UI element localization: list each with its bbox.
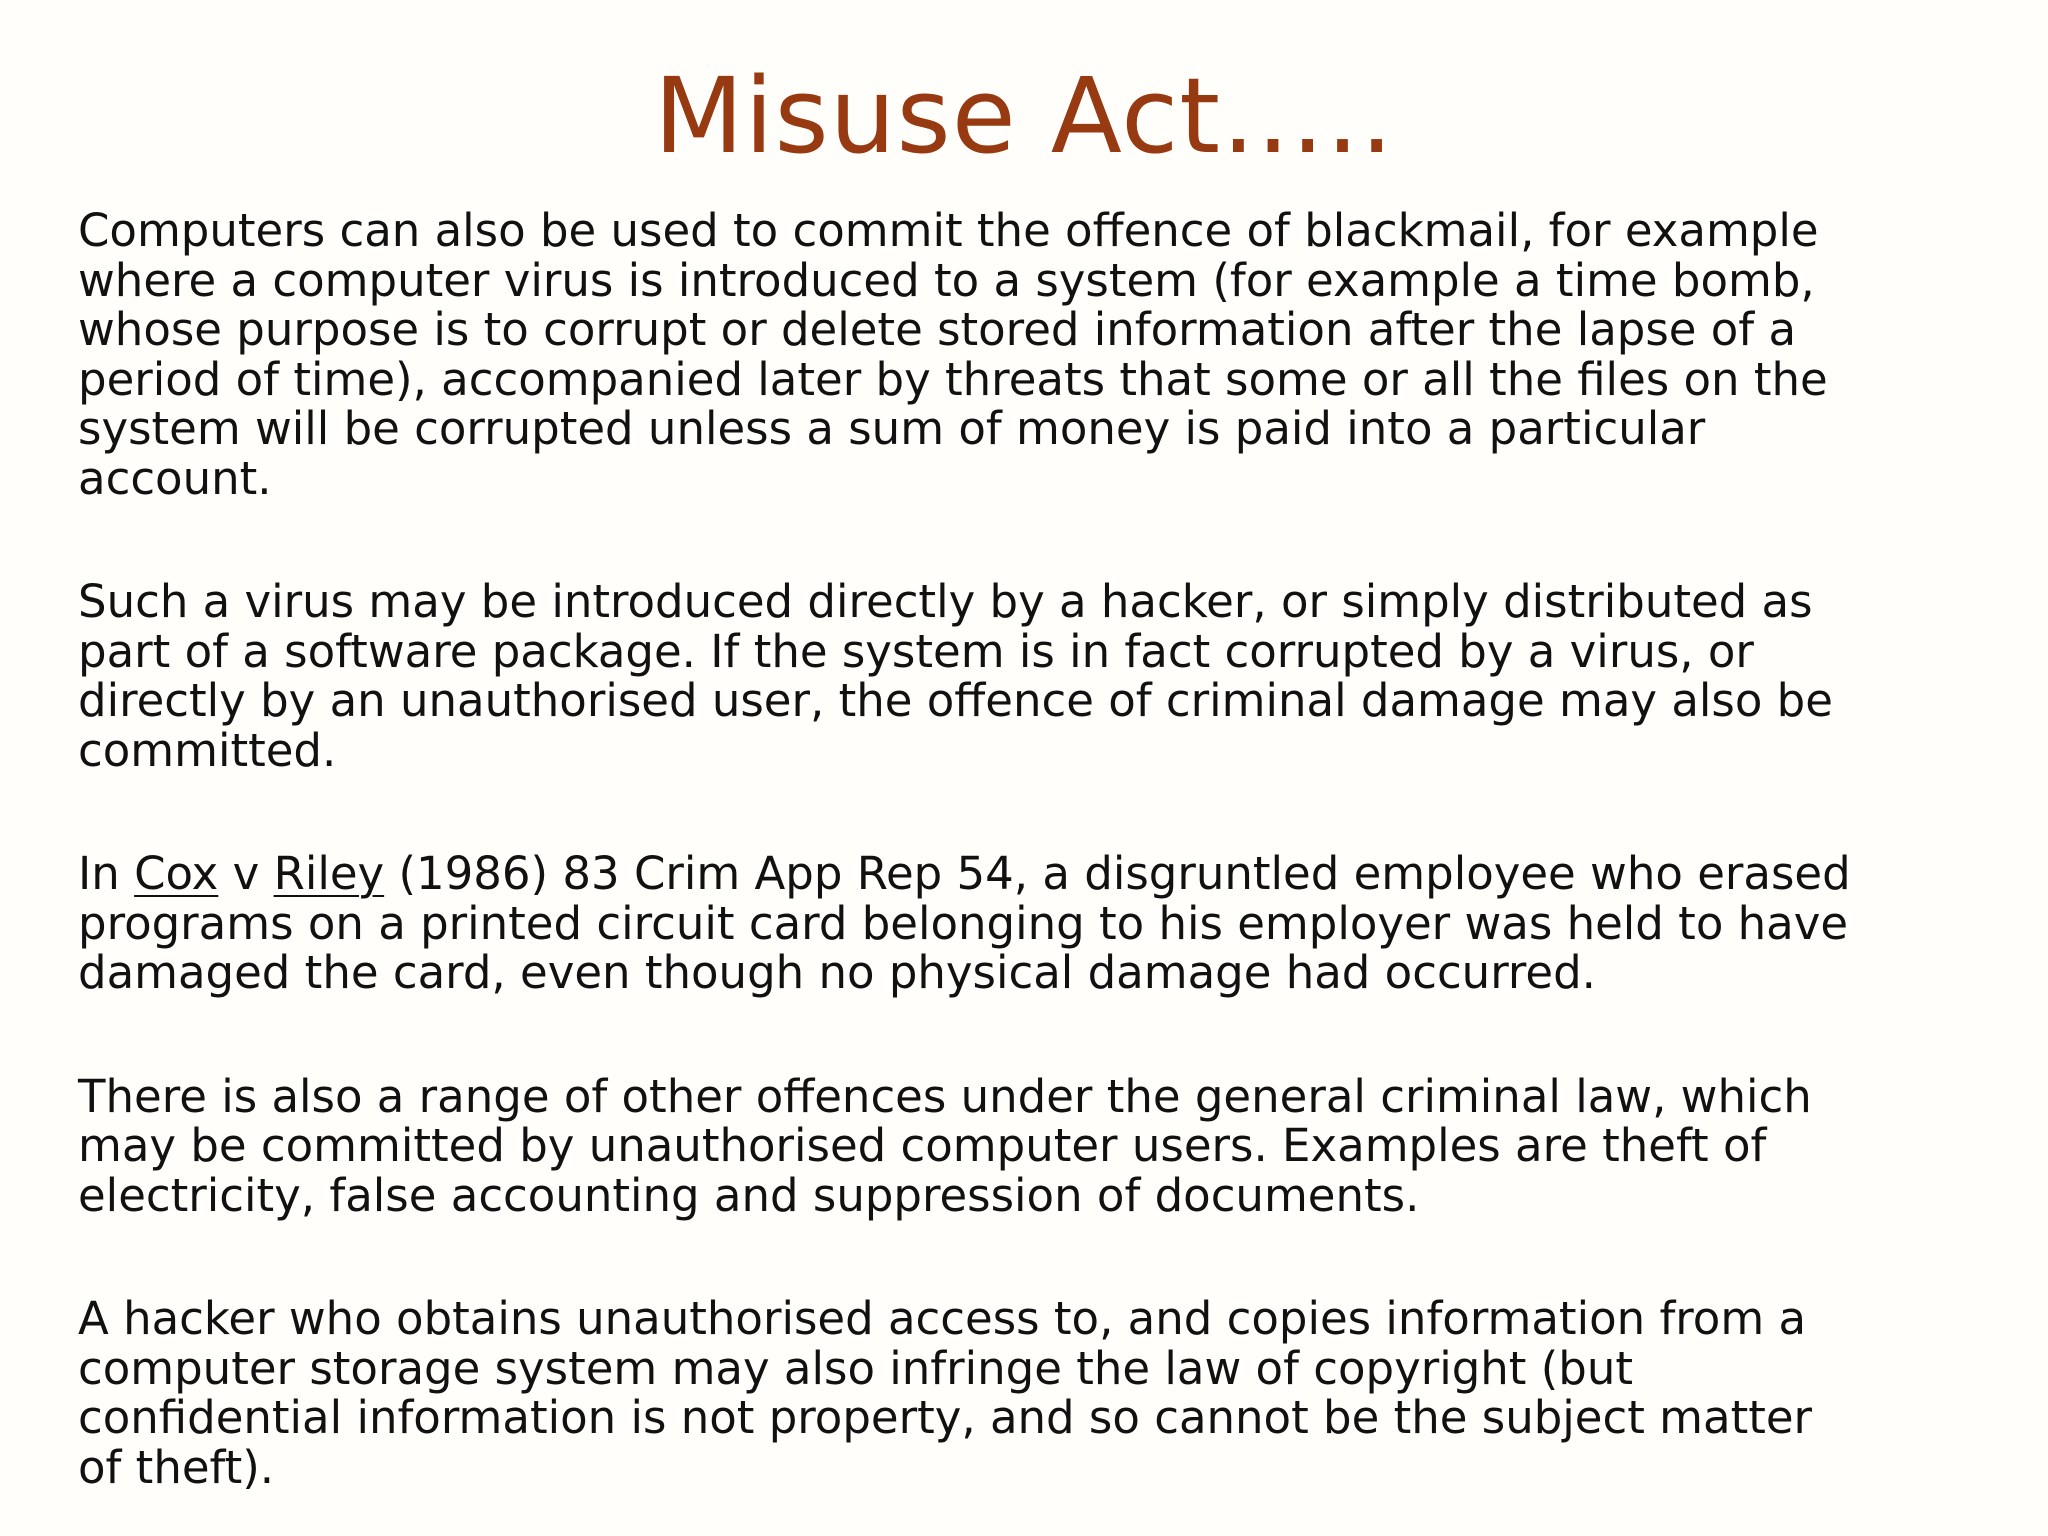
case-party-cox: Cox <box>134 847 219 900</box>
text-line: where a computer virus is introduced to a system (for example a time bomb, <box>78 253 1815 307</box>
paragraph-copyright <box>78 1294 1998 1492</box>
text-line: electricity, false accounting and suppression of documents. <box>78 1168 1420 1222</box>
text-line: system will be corrupted unless a sum of money is paid into a particular <box>78 402 1706 455</box>
text-line: There is also a range of other offences under the general criminal law, which <box>78 1069 1812 1123</box>
text-line: part of a software package. If the system is in fact corrupted by a virus, or <box>78 624 1754 678</box>
case-party-riley: Riley <box>273 847 385 900</box>
paragraph-virus <box>78 577 1998 775</box>
text-line: Computers can also be used to commit the offence of blackmail, for example <box>78 204 1819 257</box>
paragraph-blackmail <box>78 206 1998 503</box>
text-line: period of time), accompanied later by threats that some or all the files on the <box>78 352 1828 406</box>
text-line: confidential information is not property, and so cannot be the subject matter <box>78 1391 1813 1444</box>
paragraph-other-offences <box>78 1069 1998 1222</box>
text-line: computer storage system may also infringe the law of copyright (but <box>78 1341 1634 1395</box>
text-line: Such a virus may be introduced directly by a hacker, or simply distributed as <box>78 575 1813 628</box>
text-line: whose purpose is to corrupt or delete stored information after the lapse of a <box>78 303 1797 356</box>
paragraph-cox-v-riley <box>78 849 1998 998</box>
slide-title: Misuse Act….. <box>653 55 1395 177</box>
text-line: account. <box>78 451 272 505</box>
text-line <box>78 849 1998 899</box>
text-segment: (1986) 83 Crim App Rep 54, a disgruntled employee who erased <box>384 847 1851 900</box>
text-line: of theft). <box>78 1440 275 1494</box>
text-line: programs on a printed circuit card belonging to his employer was held to have <box>78 896 1849 950</box>
text-segment: In <box>78 847 135 900</box>
text-line: may be committed by unauthorised computer users. Examples are theft of <box>78 1119 1767 1172</box>
text-line: directly by an unauthorised user, the offence of criminal damage may also be <box>78 674 1833 727</box>
text-line: damaged the card, even though no physical damage had occurred. <box>78 946 1596 999</box>
text-line: A hacker who obtains unauthorised access to, and copies information from a <box>78 1292 1807 1345</box>
text-line: committed. <box>78 723 337 777</box>
slide-body <box>78 206 1998 1492</box>
text-segment: v <box>218 847 274 900</box>
